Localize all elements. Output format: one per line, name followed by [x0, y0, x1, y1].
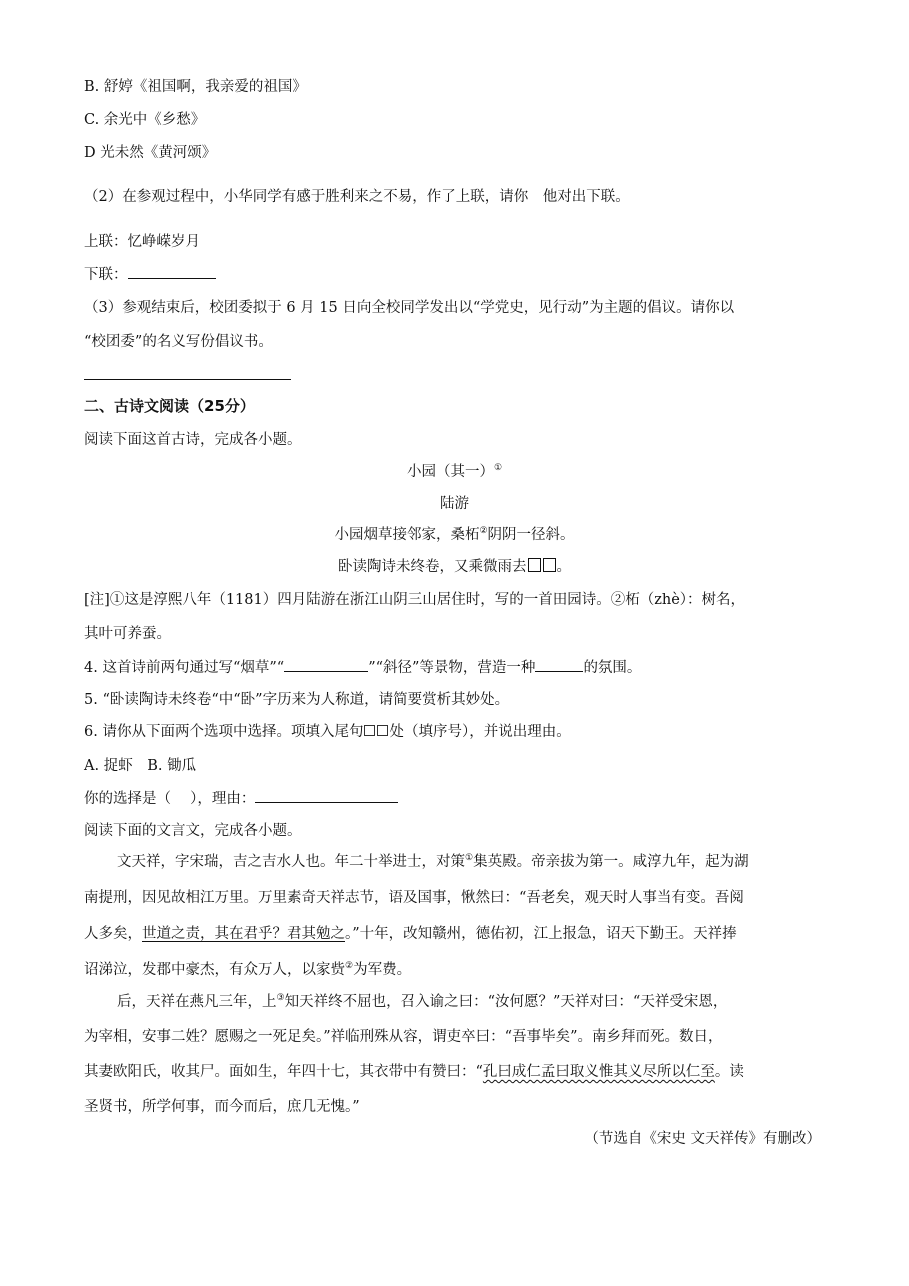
divider-line — [84, 379, 291, 380]
upper-couplet: 上联：忆峥嵘岁月 — [84, 234, 200, 250]
passage-p1-line-2: 南提刑，因见故相江万里。万里素奇天祥志节，语及国事，愀然曰：“吾老矣，观天时人事当有变。吾阅 — [84, 890, 744, 906]
source-citation: （节选自《宋史 文天祥传》有删改） — [584, 1131, 821, 1147]
note-line-1: [注]①这是淳熙八年（1181）四月陆游在浙江山阴三山居住时，写的一首田园诗。②柘（zhè）：树名， — [84, 592, 746, 608]
missing-char-box — [364, 725, 375, 736]
question-6-options: A. 捉虾 B. 锄瓜 — [84, 758, 197, 774]
missing-char-box — [543, 558, 556, 572]
section-intro: 阅读下面这首古诗，完成各小题。 — [84, 432, 302, 448]
poem-line-1: 小园烟草接邻家，桑柘②阴阴一径斜。 — [334, 526, 575, 543]
passage-p1-line-1: 文天祥，字宋瑞，吉之吉水人也。年二十举进士，对策①集英殿。帝亲拔为第一。咸淳九年，起为湖 — [117, 853, 749, 870]
underlined-sentence: 世道之责，其在君乎？君其勉之 — [142, 926, 345, 942]
question-4: 4. 这首诗前两句通过写“烟草”“ ”“斜径”等景物，营造一种 的氛围。 — [84, 657, 641, 678]
answer-blank[interactable] — [284, 657, 368, 672]
question-3-line-2: “校团委”的名义写份倡议书。 — [84, 334, 273, 350]
poem-title — [0, 462, 909, 482]
answer-blank[interactable] — [535, 657, 583, 672]
poem-title-text: 小园（其一） — [406, 464, 494, 480]
passage-p1-line-3: 人多矣，世道之责，其在君乎？君其勉之。”十年，改知赣州，德佑初，江上报急，诏天下勤王。天祥捧 — [84, 926, 737, 942]
poem-line-2: 卧读陶诗未终卷，又乘微雨去 。 — [338, 559, 571, 575]
passage-p2-line-3: 其妻欧阳氏，收其尸。面如生，年四十七，其衣带中有赞曰：“孔曰成仁孟曰取义惟其义尽所以仁至。读 — [84, 1064, 744, 1080]
poem-title-note: ① — [493, 463, 503, 473]
note-line-2: 其叶可养蚕。 — [84, 626, 171, 642]
poem-author: 陆游 — [440, 496, 469, 512]
missing-char-box — [377, 725, 388, 736]
option-d: D 光未然《黄河颂》 — [84, 145, 217, 161]
option-b: B. 舒婷《祖国啊，我亲爱的祖国》 — [84, 79, 307, 95]
answer-blank[interactable] — [128, 264, 216, 279]
passage-p2-line-4: 圣贤书，所学何事，而今而后，庶几无愧。” — [84, 1099, 360, 1115]
missing-char-box — [528, 558, 541, 572]
question-2: （2）在参观过程中，小华同学有感于胜利来之不易，作了上联，请你 他对出下联。 — [84, 189, 630, 205]
option-c: C. 余光中《乡愁》 — [84, 112, 206, 128]
question-3-line-1: （3）参观结束后，校团委拟于 6 月 15 日向全校同学发出以“学党史，见行动”为主题的倡议。请你以 — [84, 300, 735, 316]
question-6-choice: 你的选择是（ ），理由： — [84, 788, 398, 809]
passage-p2-line-2: 为宰相，安事二姓？愿赐之一死足矣。”祥临刑殊从容，谓吏卒曰：“吾事毕矣”。南乡拜而死。数日， — [84, 1029, 723, 1045]
passage-p2-line-1: 后，天祥在燕凡三年，上③知天祥终不屈也，召入谕之曰：“汝何愿？”天祥对曰：“天祥受宋恩， — [117, 993, 728, 1010]
section-heading: 二、古诗文阅读（25分） — [84, 397, 255, 415]
passage-p1-line-4: 诏涕泣，发郡中豪杰，有众万人，以家赀②为军费。 — [84, 961, 412, 978]
wavy-underlined-sentence: 孔曰成仁孟曰取义惟其义尽所以仁至 — [482, 1064, 715, 1080]
lower-couplet-label: 下联： — [84, 267, 128, 283]
question-5: 5. “卧读陶诗未终卷“中“卧”字历来为人称道，请简要赏析其妙处。 — [84, 692, 510, 708]
answer-blank[interactable] — [255, 788, 398, 803]
question-6: 6. 请你从下面两个选项中选择。项填入尾句 处（填序号），并说出理由。 — [84, 724, 571, 740]
classical-intro: 阅读下面的文言文，完成各小题。 — [84, 823, 302, 839]
lower-couplet — [84, 264, 216, 285]
